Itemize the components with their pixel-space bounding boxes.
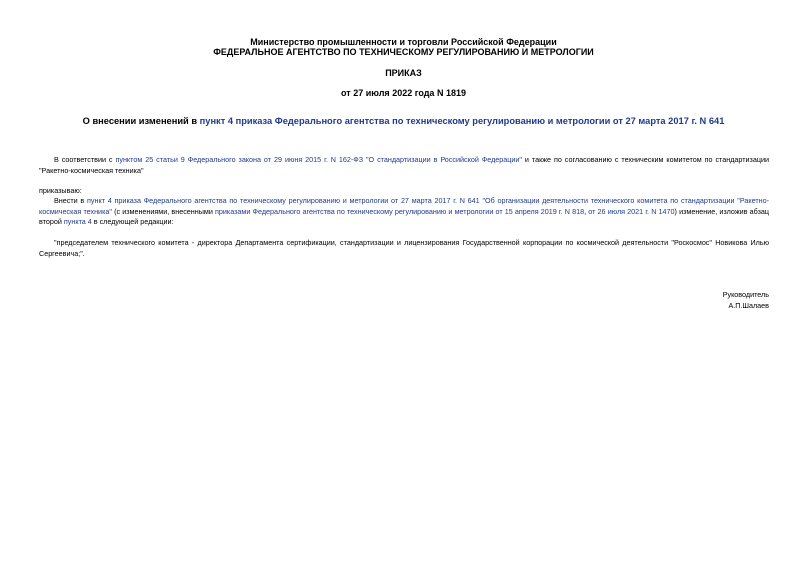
paragraph-amendment	[39, 196, 769, 228]
p1-text-a: В соответствии с	[54, 155, 116, 164]
p2-text-e: в следующей редакции:	[91, 217, 174, 226]
law-link[interactable]: пунктом 25 статьи 9 Федерального закона от 29 июня 2015 г. N 162-ФЗ "О стандартизации в Российской Федерации"	[115, 155, 522, 164]
paragraph-basis	[39, 155, 769, 176]
document-title	[20, 116, 787, 126]
p2-text-d: ) изменение, изложив абзац второй	[39, 206, 769, 226]
quoted-text: "председателем технического комитета - директора Департамента сертификации, стандартизации и лицензирования Государственной корпорации по космической деятельности "Роскосмос" Новикова Илью Сергеевича;".	[39, 238, 769, 258]
orders-text: приказываю:	[39, 186, 82, 195]
p2-text-c: ,	[584, 206, 589, 216]
signatory-position: Руководитель	[722, 290, 769, 299]
order-641-link[interactable]: пункт 4 приказа Федерального агентства по техническому регулированию и метрологии от 27 марта 2017 г. N 641 "Об организации деятельности технического комитета по стандартизации "Ракетно-космическая техника"	[39, 196, 770, 216]
title-prefix: О внесении изменений в	[82, 116, 200, 126]
agency-name: ФЕДЕРАЛЬНОЕ АГЕНТСТВО ПО ТЕХНИЧЕСКОМУ РЕГУЛИРОВАНИЮ И МЕТРОЛОГИИ	[213, 47, 594, 57]
document-date: от 27 июля 2022 года N 1819	[341, 88, 466, 98]
ministry-name: Министерство промышленности и торговли Российской Федерации	[250, 37, 557, 47]
p1-text-b: и также по согласованию с техническим комитетом по стандартизации "Ракетно-космическая техника"	[39, 155, 769, 175]
p2-text-a: Внести в	[54, 196, 88, 205]
order-1470-link[interactable]: от 26 июля 2021 г. N 1470	[588, 206, 675, 216]
signature-block	[723, 290, 769, 311]
document-type: ПРИКАЗ	[385, 68, 422, 78]
signatory-name: А.П.Шалаев	[728, 300, 769, 310]
paragraph-4-link[interactable]: пункта 4	[63, 217, 92, 226]
title-link[interactable]: пункт 4 приказа Федерального агентства по техническому регулированию и метрологии от 27 марта 2017 г. N 641	[199, 116, 725, 126]
p2-text-b: (с изменениями, внесенными	[111, 206, 215, 216]
order-818-link[interactable]: приказами Федерального агентства по техническому регулированию и метрологии от 15 апреля 2019 г. N 818	[215, 206, 585, 216]
